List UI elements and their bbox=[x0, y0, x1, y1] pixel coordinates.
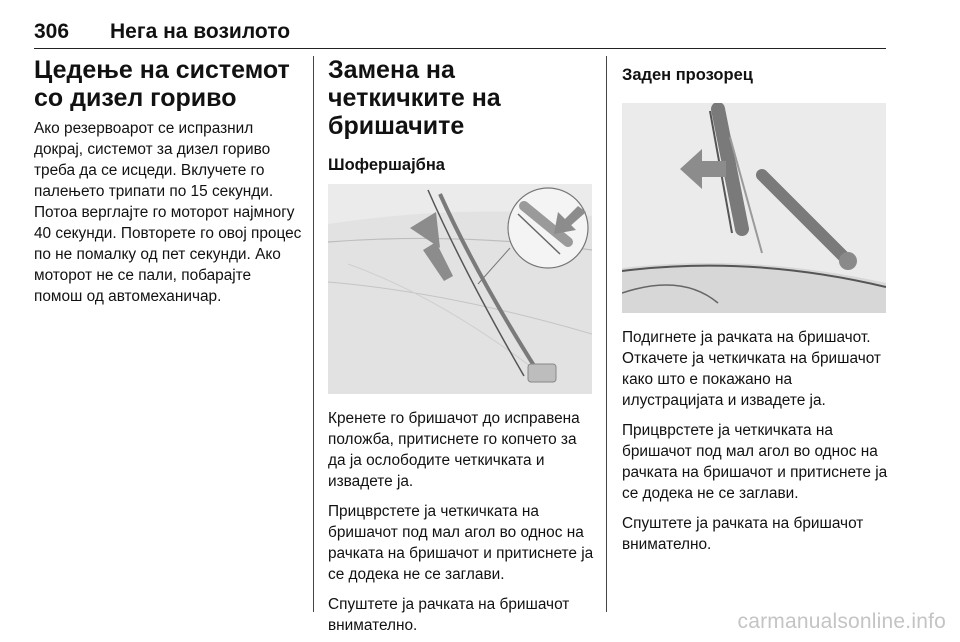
section-heading-wiper: Замена на четкичките на бришачите bbox=[328, 56, 501, 140]
subheading-rear-window: Заден прозорец bbox=[622, 66, 753, 84]
page-number: 306 bbox=[34, 20, 70, 43]
rear-step-1: Подигнете ја рачката на бришачот. Откачете ја четкичката на бришачот како што е покажано на илустрацијата и извадете ја. bbox=[622, 329, 881, 409]
windscreen-wiper-illustration bbox=[328, 184, 592, 394]
windscreen-step-2: Прицврстете ја четкичката на бришачот под мал агол во однос на рачката на бришачот и притиснете ја се додека не се заглави. bbox=[328, 503, 594, 583]
column-rear-window bbox=[622, 56, 888, 555]
column-wiper-replacement bbox=[328, 56, 594, 636]
column-divider-2 bbox=[606, 56, 607, 612]
windscreen-step-3: Спуштете ја рачката на бришачот внимателно. bbox=[328, 596, 570, 634]
column-divider-1 bbox=[313, 56, 314, 612]
windscreen-step-1: Кренете го бришачот до исправена положба, притиснете го копчето за да ја ослободите четкичката и извадете ја. bbox=[328, 410, 580, 490]
rear-wiper-illustration bbox=[622, 103, 886, 313]
rear-step-3: Спуштете ја рачката на бришачот внимателно. bbox=[622, 515, 864, 553]
section-heading-diesel: Цедење на системот со дизел гориво bbox=[34, 56, 290, 112]
rear-step-2: Прицврстете ја четкичката на бришачот под мал агол во однос на рачката на бришачот и притиснете ја се додека не се заглави. bbox=[622, 422, 888, 502]
watermark: carmanualsonline.info bbox=[737, 610, 946, 633]
running-title: Нега на возилото bbox=[110, 20, 291, 43]
header-rule bbox=[34, 48, 886, 49]
column-diesel-bleeding bbox=[34, 56, 302, 307]
subheading-windscreen: Шофершајбна bbox=[328, 156, 445, 174]
diesel-paragraph: Ако резервоарот се испразнил докрај, системот за дизел гориво треба да се исцеди. Вклучете го палењето трипати по 15 секунди. Потоа верглајте го моторот најмногу 40 секунди. Повторете го овој процес по не помалку од пет секунди. Ако моторот не се пали, побарајте помош од автомеханичар. bbox=[34, 120, 302, 305]
page-header bbox=[34, 8, 886, 48]
